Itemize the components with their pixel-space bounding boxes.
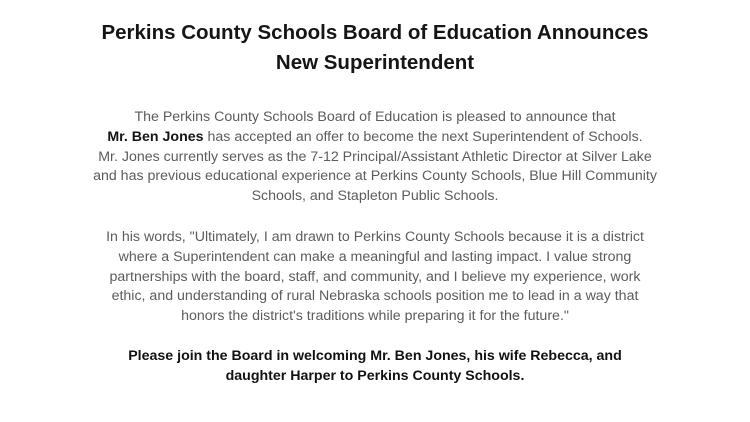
quote-line-3: partnerships with the board, staff, and community, and I believe my experience, work [109,268,641,285]
headline-line-2: New Superintendent [275,51,475,74]
superintendent-name: Mr. Ben Jones [107,128,204,145]
closing-line-2: daughter Harper to Perkins County Schools. [225,368,525,384]
closing-line-1: Please join the Board in welcoming Mr. Ben Jones, his wife Rebecca, and [128,348,622,364]
quote-line-5: honors the district's traditions while preparing it for the future." [181,308,569,325]
intro-line-2 [40,128,710,148]
intro-line-4: and has previous educational experience at Perkins County Schools, Blue Hill Community [93,168,657,185]
quote-paragraph [40,228,710,327]
intro-line-2-rest: has accepted an offer to become the next Superintendent of Schools. [203,128,643,145]
quote-line-4: ethic, and understanding of rural Nebraska schools position me to lead in a way that [111,288,639,305]
intro-paragraph [40,108,710,207]
quote-line-1: In his words, "Ultimately, I am drawn to Perkins County Schools because it is a district [106,229,644,245]
closing-paragraph [40,346,710,386]
intro-line-5: Schools, and Stapleton Public Schools. [251,188,499,205]
intro-line-1: The Perkins County Schools Board of Education is pleased to announce that [134,109,616,125]
intro-line-3: Mr. Jones currently serves as the 7-12 Principal/Assistant Athletic Director at Silver Lake [98,148,652,165]
quote-line-2: where a Superintendent can make a meaningful and lasting impact. I value strong [118,248,632,265]
headline-line-1: Perkins County Schools Board of Education Announces [101,21,649,44]
